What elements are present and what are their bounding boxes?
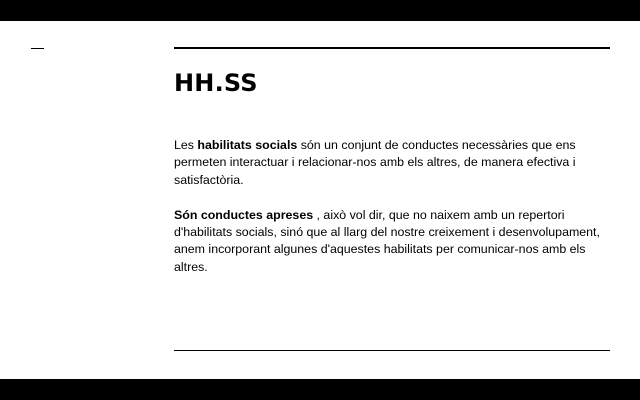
- paragraph-learned: [174, 207, 610, 277]
- paragraph-1-lead: Les: [174, 138, 198, 152]
- slide-title: HH.SS: [174, 69, 258, 97]
- slide: [0, 21, 640, 379]
- paragraph-definition: [174, 137, 610, 189]
- slide-body: [174, 137, 610, 294]
- bottom-divider: [174, 350, 610, 351]
- corner-dash-decoration: [31, 48, 44, 49]
- top-divider: [174, 47, 610, 49]
- paragraph-2-bold: Són conductes apreses: [174, 207, 314, 222]
- paragraph-1-rest: són un conjunt de conductes necessàries que ens permeten interactuar i relacionar-nos amb els altres, de manera efectiva i satisfactòria.: [174, 138, 576, 187]
- paragraph-2-rest: , això vol dir, que no naixem amb un repertori d'habilitats socials, sinó que al llarg del nostre creixement i desenvolupament, anem incorporant algunes d'aquestes habilitats per comunicar-nos amb els altres.: [174, 207, 600, 274]
- paragraph-1-bold: habilitats socials: [197, 138, 298, 152]
